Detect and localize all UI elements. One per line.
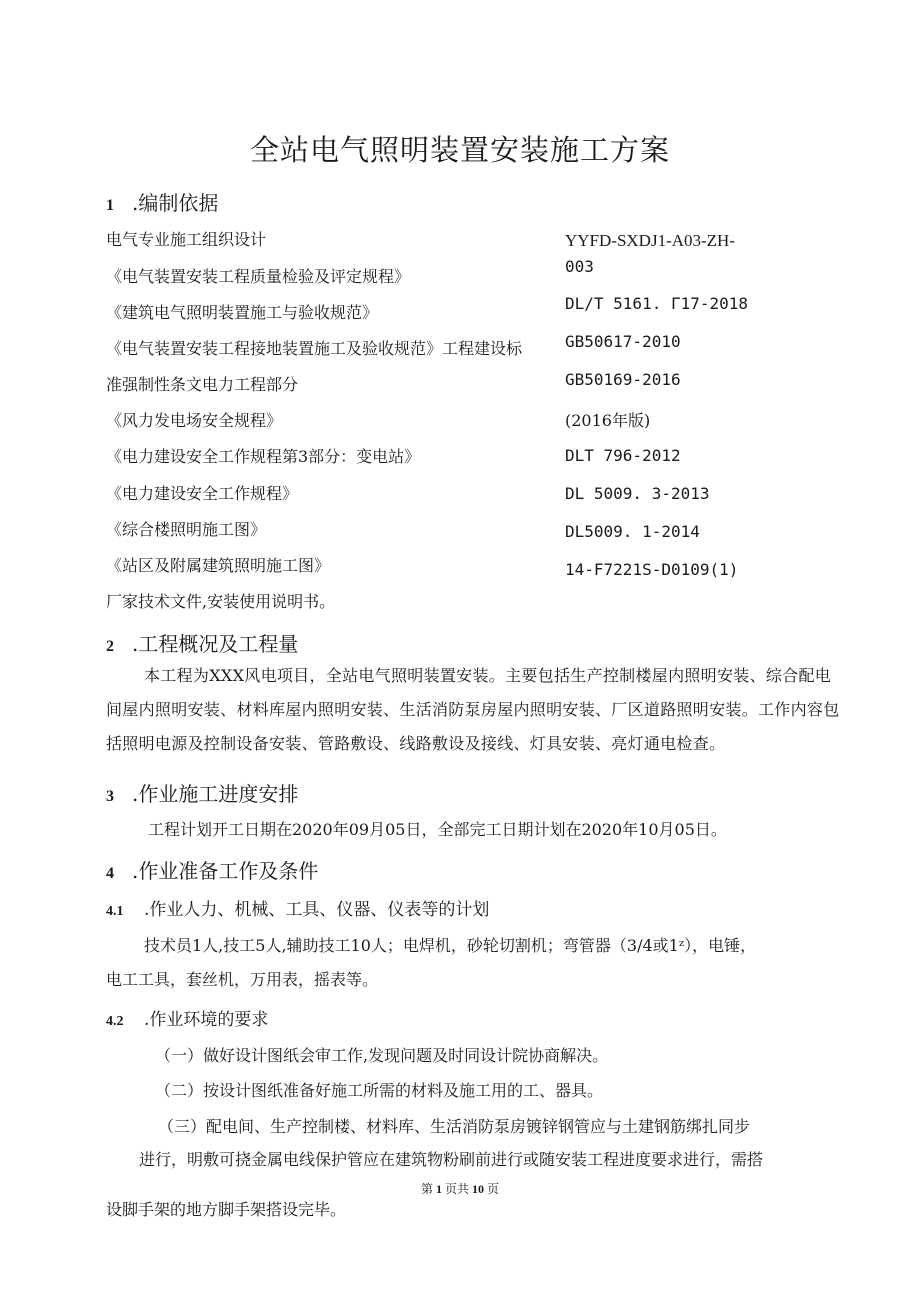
subsection-title: .作业环境的要求 bbox=[144, 1010, 269, 1030]
reference-code: DL 5009. 3-2013 bbox=[565, 484, 710, 503]
footer-text: 页共 bbox=[444, 1182, 469, 1196]
subsection-title: .作业人力、机械、工具、仪器、仪表等的计划 bbox=[144, 900, 490, 920]
paragraph-text: 本工程为XXX风电项目，全站电气照明装置安装。主要包括生产控制楼屋内照明安装、综合配电间屋内照明安装、材料库屋内照明安装、生活消防泵房屋内照明安装、厂区道路照明安装。工作内容包括照明电源及控制设备安装、管路敷设、线路敷设及接线、灯具安装、亮灯通电检查。 bbox=[106, 666, 840, 753]
reference-code: DLT 796-2012 bbox=[565, 446, 681, 465]
reference-left: 准强制性条文电力工程部分 bbox=[106, 375, 299, 394]
section-2-body bbox=[106, 659, 840, 761]
reference-code: 003 bbox=[565, 257, 594, 276]
reference-left: 电气专业施工组织设计 bbox=[106, 230, 267, 249]
section-number: 1 bbox=[106, 197, 114, 214]
section-title: .作业施工进度安排 bbox=[132, 782, 299, 806]
section-3-heading bbox=[106, 778, 298, 807]
resource-plan-line: 技术员1人,技工5人,辅助技工10人；电焊机，砂轮切割机；弯管器（3/4或1ᶻ），电锤， bbox=[144, 936, 757, 955]
reference-code: GB50617-2010 bbox=[565, 332, 681, 351]
reference-code: YYFD-SXDJ1-A03-ZH- bbox=[565, 231, 735, 250]
reference-code: DL/T 5161. Γ17-2018 bbox=[565, 294, 749, 313]
subsection-4-2-heading bbox=[106, 1005, 268, 1030]
footer-text: 页 bbox=[487, 1182, 500, 1196]
section-1-heading bbox=[106, 187, 218, 216]
reference-left: 《电力建设安全工作规程第3部分：变电站》 bbox=[106, 447, 421, 466]
reference-left: 《电力建设安全工作规程》 bbox=[106, 484, 299, 503]
footer-text: 第 bbox=[420, 1182, 433, 1196]
reference-code: DL5009. 1-2014 bbox=[565, 522, 700, 541]
reference-left: 《电气装置安装工程接地装置施工及验收规范》工程建设标 bbox=[106, 339, 523, 358]
page-footer bbox=[0, 1180, 920, 1197]
requirement-item: 进行，明敷可挠金属电线保护管应在建筑物粉刷前进行或随安装工程进度要求进行，需搭 bbox=[139, 1150, 764, 1169]
reference-left: 《风力发电场安全规程》 bbox=[106, 411, 283, 430]
reference-code: GB50169-2016 bbox=[565, 370, 681, 389]
resource-plan-line: 电工工具，套丝机，万用表，摇表等。 bbox=[106, 970, 379, 989]
section-2-heading bbox=[106, 628, 298, 657]
section-number: 4 bbox=[106, 865, 114, 882]
reference-left: 《电气装置安装工程质量检验及评定规程》 bbox=[106, 267, 411, 286]
reference-left: 《综合楼照明施工图》 bbox=[106, 520, 267, 539]
footer-page-number: 1 bbox=[435, 1182, 442, 1196]
subsection-number: 4.1 bbox=[106, 904, 124, 919]
section-3-body: 工程计划开工日期在2020年09月05日，全部完工日期计划在2020年10月05日。 bbox=[148, 820, 727, 839]
reference-code: 14-F7221S-D0109(1) bbox=[565, 560, 739, 579]
section-number: 2 bbox=[106, 638, 114, 655]
section-title: .工程概况及工程量 bbox=[132, 632, 299, 656]
section-4-heading bbox=[106, 855, 318, 884]
reference-left: 《站区及附属建筑照明施工图》 bbox=[106, 556, 331, 575]
requirement-item: （一）做好设计图纸会审工作,发现问题及时同设计院协商解决。 bbox=[155, 1046, 609, 1065]
section-title: .作业准备工作及条件 bbox=[132, 859, 319, 883]
requirement-item: （二）按设计图纸准备好施工所需的材料及施工用的工、器具。 bbox=[155, 1081, 604, 1100]
reference-left: 厂家技术文件,安装使用说明书。 bbox=[106, 592, 336, 611]
requirement-item: 设脚手架的地方脚手架搭设完毕。 bbox=[106, 1200, 347, 1219]
reference-code: (2016年版) bbox=[565, 411, 651, 430]
section-number: 3 bbox=[106, 788, 114, 805]
requirement-item: （三）配电间、生产控制楼、材料库、生活消防泵房镀锌钢管应与土建钢筋绑扎同步 bbox=[158, 1117, 751, 1136]
reference-left: 《建筑电气照明装置施工与验收规范》 bbox=[106, 303, 379, 322]
footer-total-pages: 10 bbox=[472, 1182, 484, 1196]
subsection-number: 4.2 bbox=[106, 1014, 124, 1029]
subsection-4-1-heading bbox=[106, 895, 489, 920]
page-title: 全站电气照明装置安装施工方案 bbox=[249, 133, 670, 167]
section-title: .编制依据 bbox=[132, 191, 219, 215]
